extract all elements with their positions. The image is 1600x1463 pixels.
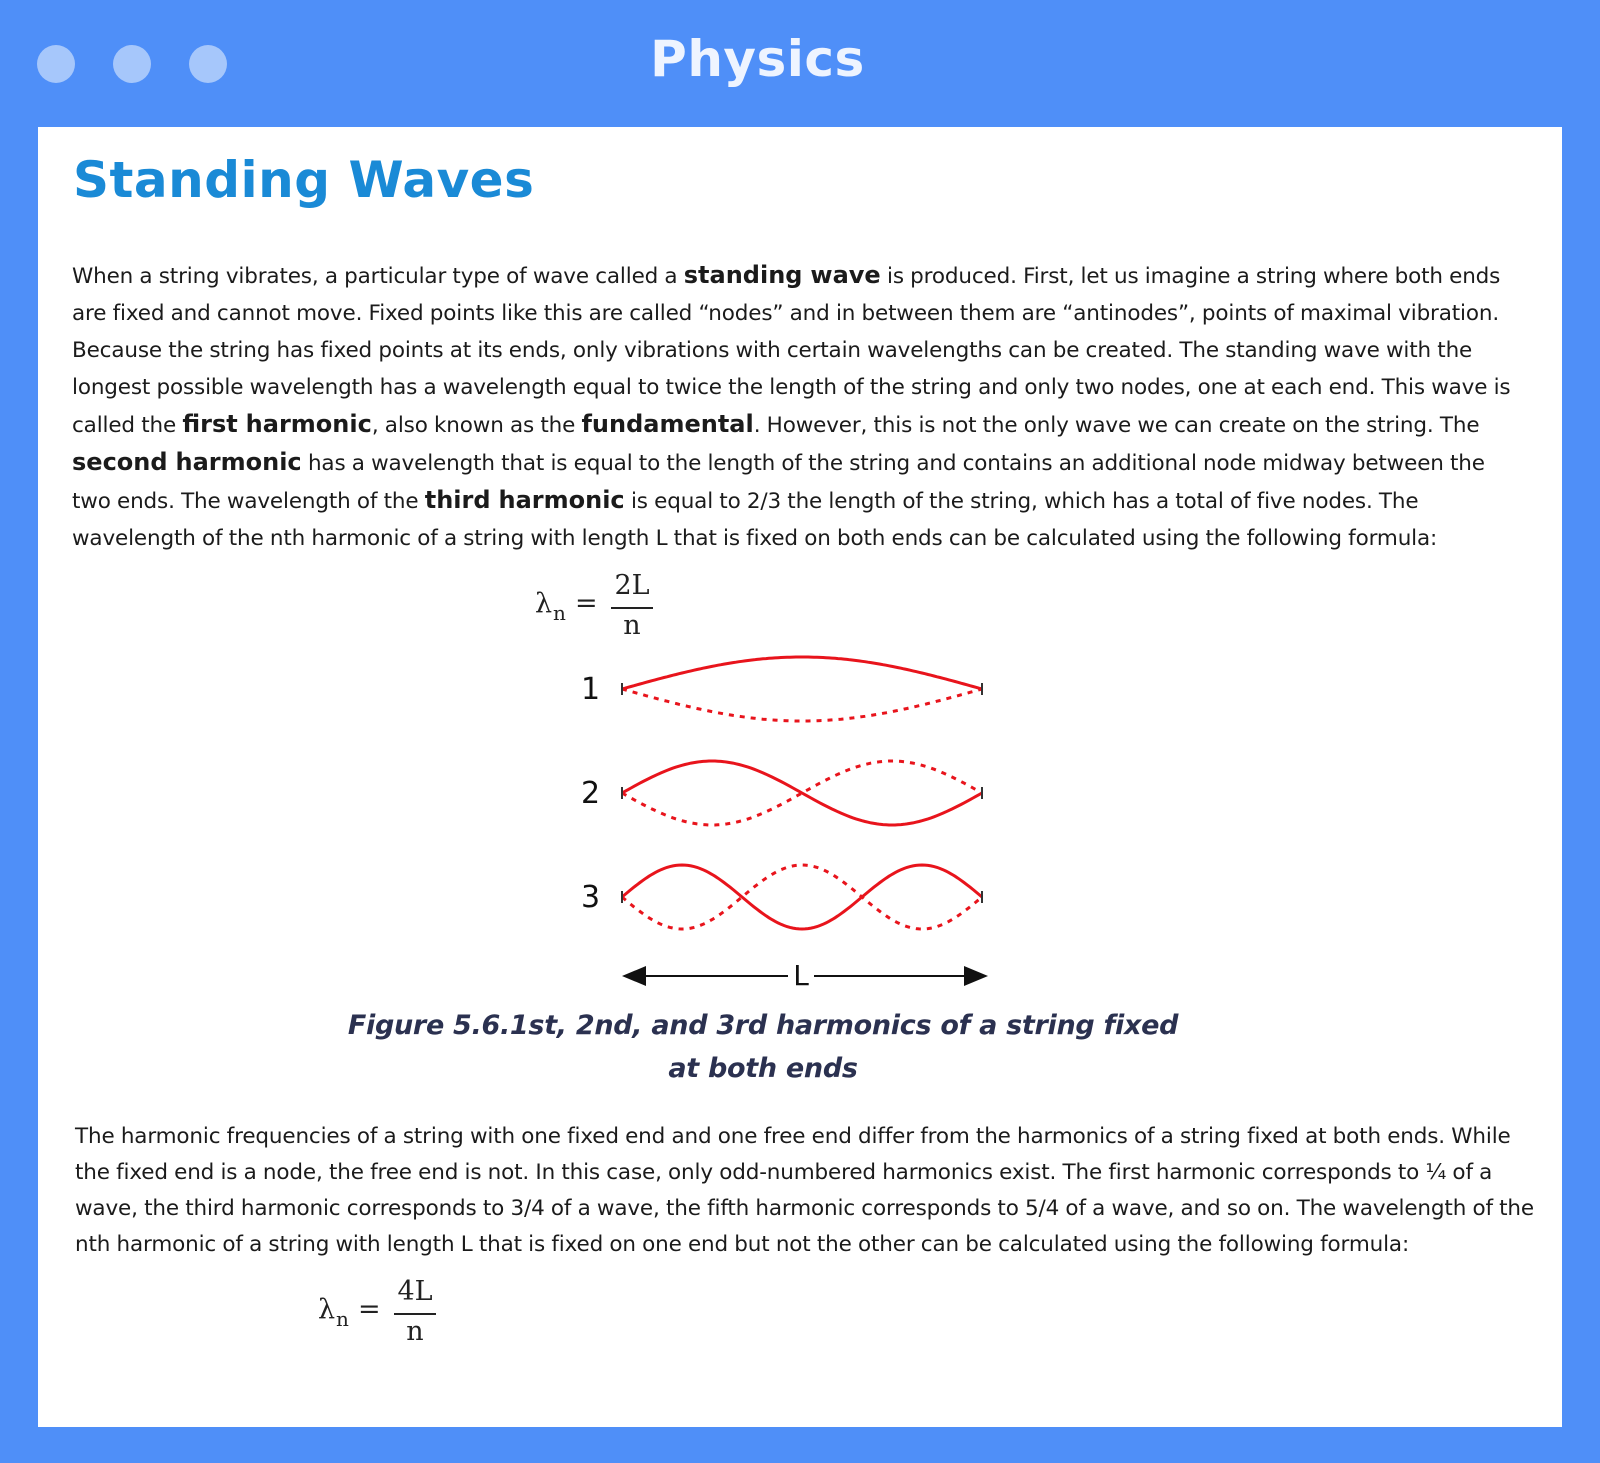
key-term: third harmonic <box>424 486 625 514</box>
wave-solid-2 <box>622 761 982 825</box>
formula-symbol: λ <box>318 1294 336 1325</box>
window-titlebar <box>0 0 1600 127</box>
page-title: Standing Waves <box>73 151 535 209</box>
harmonic-label-1: 1 <box>581 672 601 707</box>
formula-symbol: λ <box>535 588 553 619</box>
formula-equals: = <box>358 1294 381 1325</box>
formula-subscript: n <box>336 1307 349 1331</box>
formula-one-free-end <box>318 1276 448 1356</box>
fraction-bar <box>394 1313 436 1315</box>
window-title: Physics <box>650 30 865 88</box>
harmonic-label-3: 3 <box>581 880 601 915</box>
formula-denominator: n <box>406 1316 424 1347</box>
paragraph-text: is equal to 2/3 the length of the string, which has a total of five nodes. The wavelength of the nth harmonic of a string with length L that is fixed on both ends can be calculated using the following formula: <box>72 489 1438 551</box>
paragraph-text: has a wavelength that is equal to the length of the string and contains an additional node midway between the two ends. The wavelength of the <box>72 451 1485 514</box>
content-card <box>38 127 1562 1427</box>
key-term: second harmonic <box>72 448 302 476</box>
wave-curves <box>622 657 982 929</box>
paragraph-text: . However, this is not the only wave we can create on the string. The <box>753 413 1480 438</box>
length-label: L <box>793 959 809 992</box>
formula-numerator: 4L <box>397 1276 433 1307</box>
paragraph-intro <box>72 257 1522 557</box>
wave-solid-3 <box>622 865 982 929</box>
formula-numerator: 2L <box>614 570 650 601</box>
wave-solid-1 <box>622 657 982 689</box>
key-term: first harmonic <box>182 410 372 438</box>
formula-subscript: n <box>553 601 566 625</box>
fraction-bar <box>611 607 653 609</box>
harmonics-diagram <box>518 647 1018 1007</box>
paragraph-text: is produced. First, let us imagine a string where both ends are fixed and cannot move. Fixed points like this are called “nodes” and in between them are “antinodes”, points of maximal vibration. Because the string has fixed points at its ends, only vibrations with certain wavelengths can be created. The standing wave with the longest possible wavelength has a wavelength equal to twice the length of the string and only two nodes, one at each end. This wave is called the <box>72 264 1511 438</box>
key-term: fundamental <box>581 410 754 438</box>
formula-equals: = <box>575 588 598 619</box>
paragraph-text: When a string vibrates, a particular type of wave called a <box>72 264 684 289</box>
harmonics-figure <box>518 647 1018 1027</box>
paragraph-one-free-end: The harmonic frequencies of a string with one fixed end and one free end differ from the harmonics of a string fixed at both ends. While the fixed end is a node, the free end is not. In this case, only odd-numbered harmonics exist. The first harmonic corresponds to ¼ of a wave, the third harmonic corresponds to 3/4 of a wave, the fifth harmonic corresponds to 5/4 of a wave, and so on. The wavelength of the nth harmonic of a string with length L that is fixed on one end but not the other can be calculated using the following formula: <box>75 1124 1534 1257</box>
paragraph-text: , also known as the <box>371 413 582 438</box>
formula-fixed-both-ends <box>535 570 665 650</box>
key-term: standing wave <box>683 261 881 289</box>
harmonic-label-2: 2 <box>581 776 601 811</box>
wave-dashed-1 <box>622 689 982 721</box>
wave-dashed-3 <box>622 865 982 929</box>
figure-caption: Figure 5.6.1st, 2nd, and 3rd harmonics of a string fixed at both ends <box>347 1010 1179 1084</box>
formula-denominator: n <box>623 610 641 641</box>
